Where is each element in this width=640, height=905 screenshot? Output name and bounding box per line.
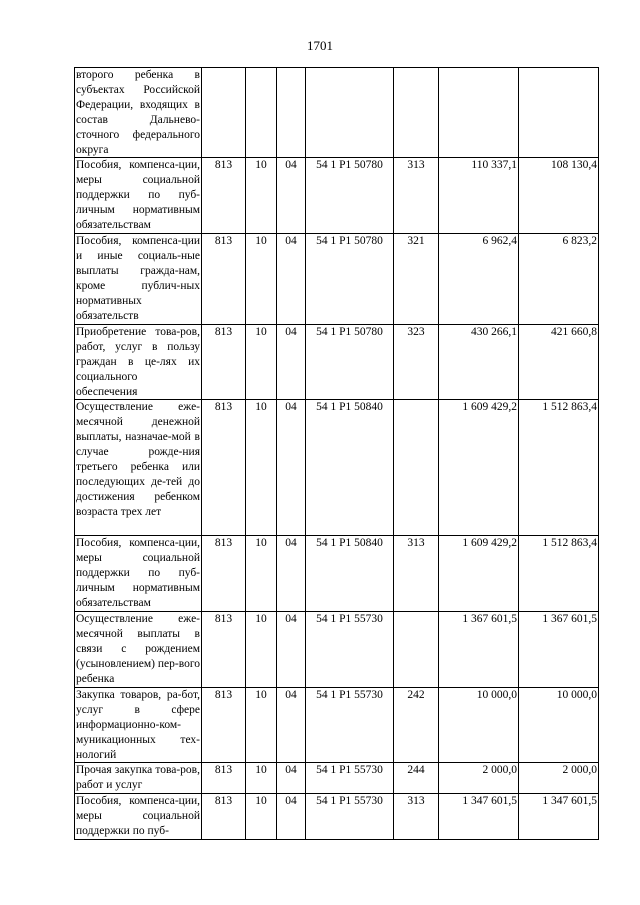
target-article: 54 1 P1 55730 [306, 763, 394, 794]
sum-year-2: 10 000,0 [519, 687, 599, 763]
row-name: Прочая закупка това-ров, работ и услуг [75, 763, 202, 794]
target-article: 54 1 P1 50840 [306, 536, 394, 612]
section-code: 10 [246, 687, 277, 763]
expense-type: 313 [394, 158, 439, 234]
ministry-code: 813 [202, 794, 246, 840]
table-row [75, 234, 599, 324]
sum-year-2: 1 512 863,4 [519, 536, 599, 612]
sum-year-2: 421 660,8 [519, 324, 599, 400]
target-article: 54 1 P1 50840 [306, 400, 394, 536]
sum-year-1: 6 962,4 [439, 234, 519, 324]
table-row [75, 324, 599, 400]
ministry-code: 813 [202, 400, 246, 536]
expense-type: 244 [394, 763, 439, 794]
expense-type: 242 [394, 687, 439, 763]
target-article: 54 1 P1 55730 [306, 687, 394, 763]
row-name: Приобретение това-ров, работ, услуг в пользу граждан в це-лях их социального обеспечения [75, 324, 202, 400]
sum-year-1: 2 000,0 [439, 763, 519, 794]
target-article: 54 1 P1 50780 [306, 234, 394, 324]
table-row [75, 68, 599, 158]
subsection-code: 04 [277, 794, 306, 840]
sum-year-2: 1 512 863,4 [519, 400, 599, 536]
sum-year-1: 1 347 601,5 [439, 794, 519, 840]
expense-type: 321 [394, 234, 439, 324]
sum-year-2 [519, 68, 599, 158]
budget-table [74, 67, 599, 840]
ministry-code: 813 [202, 158, 246, 234]
subsection-code: 04 [277, 234, 306, 324]
sum-year-2: 6 823,2 [519, 234, 599, 324]
row-name: Осуществление еже-месячной денежной выплаты, назначае-мой в случае рожде-ния третьего ребенка или последующих де-тей до достижения ребенком возраста трех лет [75, 400, 202, 536]
section-code: 10 [246, 400, 277, 536]
section-code: 10 [246, 794, 277, 840]
ministry-code: 813 [202, 234, 246, 324]
target-article: 54 1 P1 50780 [306, 324, 394, 400]
ministry-code [202, 68, 246, 158]
sum-year-2: 108 130,4 [519, 158, 599, 234]
row-name: Пособия, компенса-ции, меры социальной поддержки по пуб- [75, 794, 202, 840]
table-row [75, 536, 599, 612]
subsection-code: 04 [277, 158, 306, 234]
subsection-code: 04 [277, 763, 306, 794]
subsection-code: 04 [277, 324, 306, 400]
expense-type [394, 400, 439, 536]
page-number: 1701 [307, 38, 333, 53]
ministry-code: 813 [202, 611, 246, 687]
ministry-code: 813 [202, 536, 246, 612]
section-code: 10 [246, 324, 277, 400]
table-row [75, 158, 599, 234]
section-code: 10 [246, 763, 277, 794]
row-name: Пособия, компенса-ции и иные социаль-ные выплаты гражда-нам, кроме публич-ных нормативных обязательств [75, 234, 202, 324]
ministry-code: 813 [202, 324, 246, 400]
row-name: Пособия, компенса-ции, меры социальной поддержки по пуб-личным нормативным обязательствам [75, 158, 202, 234]
row-name: второго ребенка в субъектах Российской Федерации, входящих в состав Дальнево-сточного федерального округа [75, 68, 202, 158]
row-name: Осуществление еже-месячной выплаты в связи с рождением (усыновлением) пер-вого ребенка [75, 611, 202, 687]
section-code: 10 [246, 234, 277, 324]
sum-year-2: 1 367 601,5 [519, 611, 599, 687]
ministry-code: 813 [202, 763, 246, 794]
target-article [306, 68, 394, 158]
expense-type [394, 68, 439, 158]
subsection-code: 04 [277, 536, 306, 612]
sum-year-1: 1 367 601,5 [439, 611, 519, 687]
target-article: 54 1 P1 55730 [306, 794, 394, 840]
expense-type [394, 611, 439, 687]
table-row [75, 794, 599, 840]
sum-year-1: 1 609 429,2 [439, 400, 519, 536]
sum-year-2: 2 000,0 [519, 763, 599, 794]
row-name: Закупка товаров, ра-бот, услуг в сфере информационно-ком-муникационных тех-нологий [75, 687, 202, 763]
section-code: 10 [246, 536, 277, 612]
expense-type: 323 [394, 324, 439, 400]
table-row [75, 687, 599, 763]
sum-year-1 [439, 68, 519, 158]
table-row [75, 763, 599, 794]
subsection-code: 04 [277, 400, 306, 536]
ministry-code: 813 [202, 687, 246, 763]
table-row [75, 400, 599, 536]
sum-year-1: 110 337,1 [439, 158, 519, 234]
sum-year-1: 430 266,1 [439, 324, 519, 400]
subsection-code [277, 68, 306, 158]
expense-type: 313 [394, 536, 439, 612]
section-code [246, 68, 277, 158]
row-name: Пособия, компенса-ции, меры социальной поддержки по пуб-личным нормативным обязательствам [75, 536, 202, 612]
subsection-code: 04 [277, 687, 306, 763]
sum-year-2: 1 347 601,5 [519, 794, 599, 840]
subsection-code: 04 [277, 611, 306, 687]
target-article: 54 1 P1 50780 [306, 158, 394, 234]
expense-type: 313 [394, 794, 439, 840]
sum-year-1: 1 609 429,2 [439, 536, 519, 612]
target-article: 54 1 P1 55730 [306, 611, 394, 687]
table-row [75, 611, 599, 687]
section-code: 10 [246, 158, 277, 234]
sum-year-1: 10 000,0 [439, 687, 519, 763]
section-code: 10 [246, 611, 277, 687]
